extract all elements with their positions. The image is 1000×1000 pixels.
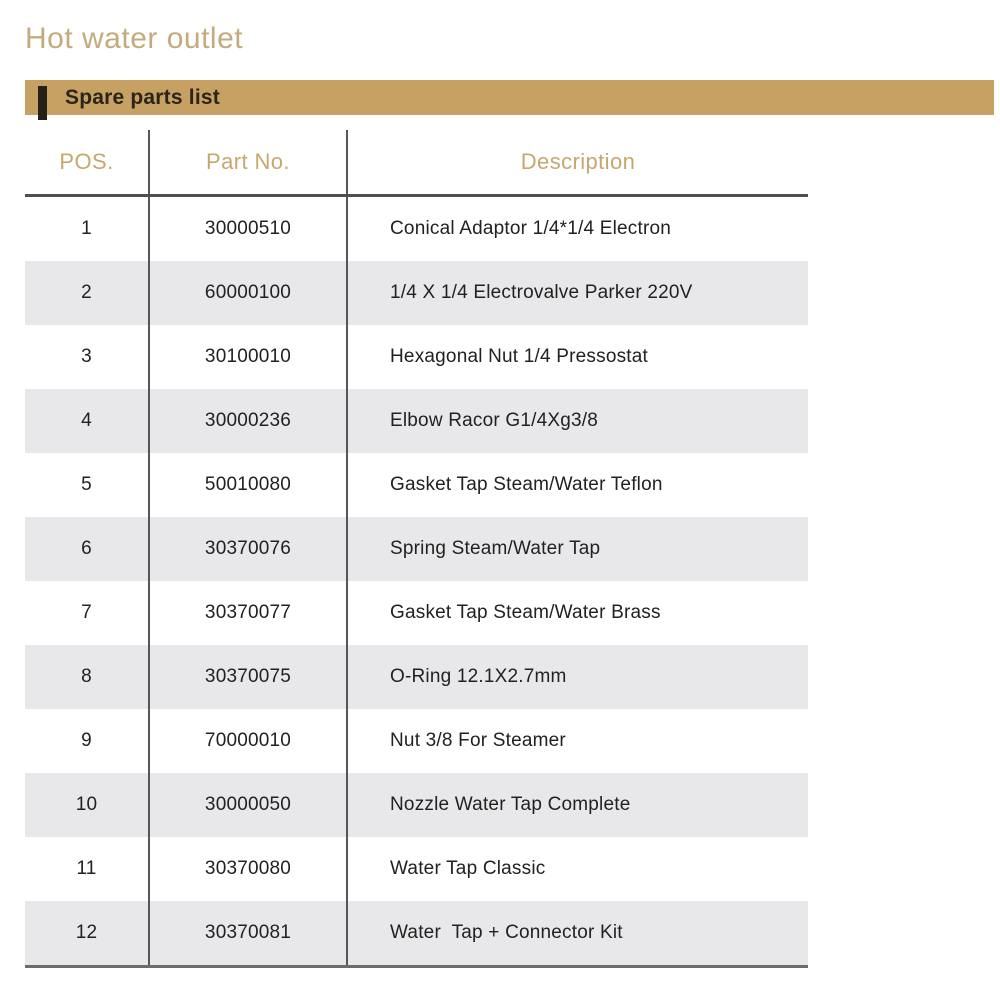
cell-pos: 10 (25, 773, 150, 837)
cell-description: Water Tap + Connector Kit (390, 922, 623, 943)
cell-description: Gasket Tap Steam/Water Brass (390, 602, 661, 623)
cell-part-no: 30100010 (150, 325, 348, 389)
spare-parts-table (25, 130, 808, 968)
cell-description: Hexagonal Nut 1/4 Pressostat (390, 346, 649, 367)
cell-part-no: 30370077 (150, 581, 348, 645)
table-row (25, 837, 808, 901)
column-header-description: Description (520, 149, 636, 174)
table-row (25, 261, 808, 325)
cell-pos: 11 (25, 837, 150, 901)
table-row (25, 645, 808, 709)
cell-pos: 8 (25, 645, 150, 709)
table-row (25, 389, 808, 453)
table-row (25, 901, 808, 965)
cell-description: Gasket Tap Steam/Water Teflon (390, 474, 663, 495)
cell-description: Conical Adaptor 1/4*1/4 Electron (390, 218, 672, 239)
cell-pos: 7 (25, 581, 150, 645)
table-row (25, 453, 808, 517)
cell-part-no: 30000510 (150, 197, 348, 261)
cell-pos: 6 (25, 517, 150, 581)
cell-pos: 1 (25, 197, 150, 261)
cell-description: Spring Steam/Water Tap (390, 538, 601, 559)
cell-pos: 3 (25, 325, 150, 389)
table-row (25, 325, 808, 389)
cell-description: Elbow Racor G1/4Xg3/8 (390, 410, 599, 431)
table-row (25, 773, 808, 837)
table-header-row (25, 130, 808, 197)
section-banner (25, 80, 994, 115)
cell-pos: 2 (25, 261, 150, 325)
cell-description: Water Tap Classic (390, 858, 546, 879)
table-row (25, 709, 808, 773)
column-header-pos: POS. (25, 130, 150, 194)
cell-part-no: 30000236 (150, 389, 348, 453)
cell-part-no: 30370075 (150, 645, 348, 709)
cell-part-no: 30370076 (150, 517, 348, 581)
cell-part-no: 60000100 (150, 261, 348, 325)
cell-part-no: 30370080 (150, 837, 348, 901)
cell-description: O-Ring 12.1X2.7mm (390, 666, 567, 687)
table-row (25, 517, 808, 581)
cell-part-no: 30000050 (150, 773, 348, 837)
cell-pos: 9 (25, 709, 150, 773)
cell-pos: 12 (25, 901, 150, 965)
table-body (25, 197, 808, 965)
page-title: Hot water outlet (25, 22, 244, 55)
cell-pos: 4 (25, 389, 150, 453)
cell-part-no: 70000010 (150, 709, 348, 773)
cell-part-no: 30370081 (150, 901, 348, 965)
cell-description: Nut 3/8 For Steamer (390, 730, 566, 751)
banner-accent-bar (38, 86, 47, 120)
table-row (25, 581, 808, 645)
cell-part-no: 50010080 (150, 453, 348, 517)
column-header-part-no: Part No. (150, 130, 348, 194)
cell-description: Nozzle Water Tap Complete (390, 794, 631, 815)
table-row (25, 197, 808, 261)
section-banner-label: Spare parts list (65, 86, 220, 109)
cell-pos: 5 (25, 453, 150, 517)
cell-description: 1/4 X 1/4 Electrovalve Parker 220V (390, 282, 693, 303)
